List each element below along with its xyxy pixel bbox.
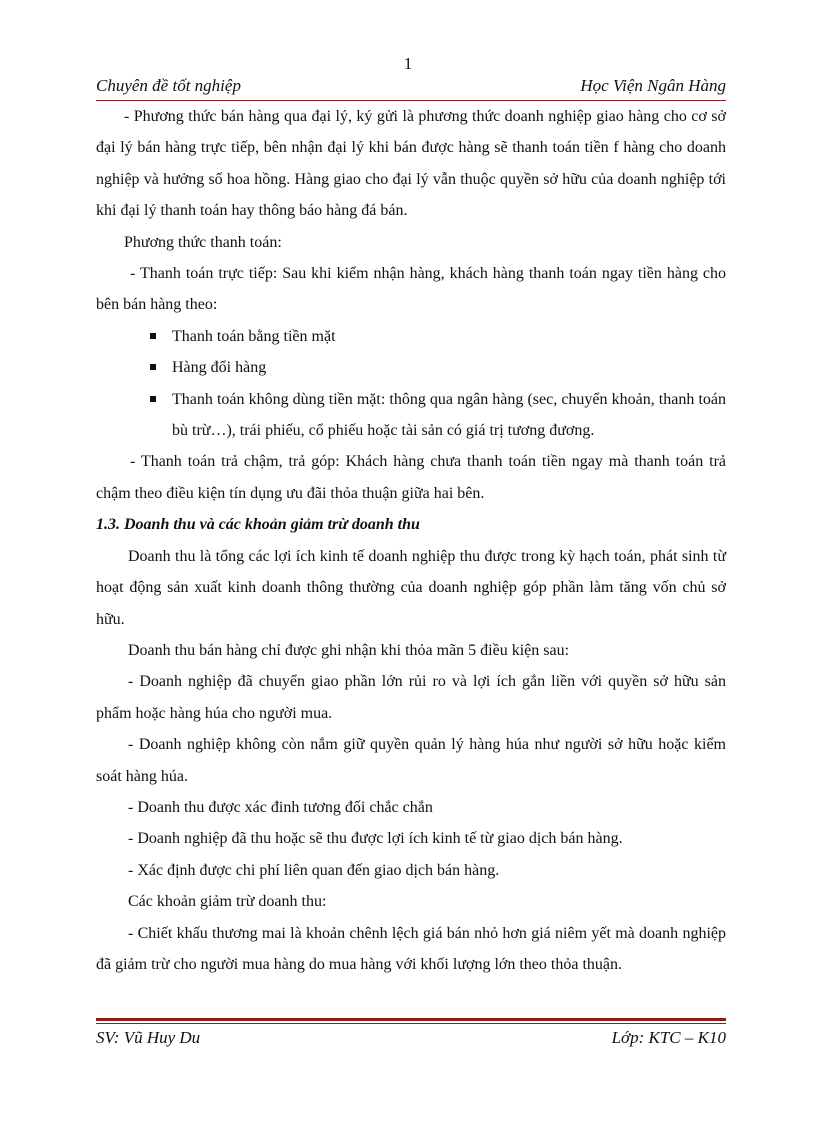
header-left-title: Chuyên đề tốt nghiệp: [96, 76, 241, 95]
paragraph-condition-3: - Doanh thu được xác đinh tương đối chắc chắn: [128, 798, 433, 816]
document-body: [96, 101, 726, 980]
paragraph-deferred-payment: - Thanh toán trả chậm, trả góp: Khách hàng chưa thanh toán tiền ngay mà thanh toán trả chậm theo điều kiện tín dụng ưu đãi thỏa thuận giữa hai bên.: [96, 453, 726, 502]
footer-rule-thin: [96, 1023, 726, 1024]
paragraph-condition-1: - Doanh nghiệp đã chuyển giao phần lớn rủi ro và lợi ích gắn liền với quyền sở hữu sản phẩm hoặc hàng húa cho người mua.: [96, 673, 726, 722]
page-header: [96, 76, 726, 100]
bullet-square-icon: [150, 396, 156, 402]
bullet-text: Hàng đổi hàng: [172, 359, 267, 377]
footer-class-name: Lớp: KTC – K10: [611, 1028, 726, 1047]
bullet-text: Thanh toán bằng tiền mặt: [172, 327, 336, 345]
footer-student-name: SV: Vũ Huy Du: [96, 1028, 201, 1047]
bullet-item: [96, 321, 726, 352]
paragraph-agency-sales: - Phương thức bán hàng qua đại lý, ký gửi là phương thức doanh nghiệp giao hàng cho cơ sở đại lý bán hàng trực tiếp, bên nhận đại lý khi bán được hàng sẽ thanh toán tiền f hàng cho doanh nghiệp và hưởng số hoa hồng. Hàng giao cho đại lý vẫn thuộc quyền sở hữu của doanh nghiệp tới khi đại lý thanh toán hay thông báo hàng đá bán.: [96, 108, 726, 220]
bullet-item: [96, 352, 726, 383]
paragraph-revenue-definition: Doanh thu là tổng các lợi ích kinh tế doanh nghiệp thu được trong kỳ hạch toán, phát sinh từ hoạt động sản xuất kinh doanh thông thường của doanh nghiệp góp phần làm tăng vốn chủ sở hữu.: [96, 547, 726, 628]
page-footer: [96, 1028, 726, 1052]
page-number: 1: [403, 54, 413, 73]
paragraph-condition-4: - Doanh nghiệp đã thu hoặc sẽ thu được lợi ích kinh tế từ giao dịch bán hàng.: [128, 830, 623, 848]
bullet-square-icon: [150, 364, 156, 370]
paragraph-condition-2: - Doanh nghiệp không còn nắm giữ quyền quản lý hàng húa như người sở hữu hoặc kiểm soát hàng húa.: [96, 736, 726, 785]
paragraph-direct-payment: - Thanh toán trực tiếp: Sau khi kiểm nhận hàng, khách hàng thanh toán ngay tiền hàng cho bên bán hàng theo:: [96, 265, 726, 314]
paragraph-condition-5: - Xác định được chi phí liên quan đến giao dịch bán hàng.: [128, 861, 500, 879]
section-heading: 1.3. Doanh thu và các khoản giảm trừ doanh thu: [96, 516, 420, 534]
bullet-item: [96, 384, 726, 447]
bullet-text: Thanh toán không dùng tiền mặt: thông qua ngân hàng (sec, chuyển khoản, thanh toán bù trừ…), trái phiếu, cổ phiếu hoặc tài sản có giá trị tương đương.: [172, 390, 726, 440]
paragraph-payment-methods: Phương thức thanh toán:: [124, 233, 282, 251]
bullet-square-icon: [150, 333, 156, 339]
header-right-title: Học Viện Ngân Hàng: [580, 76, 726, 95]
paragraph-revenue-conditions: Doanh thu bán hàng chỉ được ghi nhận khi thỏa mãn 5 điều kiện sau:: [128, 641, 570, 659]
footer-rule-thick: [96, 1018, 726, 1021]
paragraph-deductions: Các khoản giảm trừ doanh thu:: [128, 893, 327, 911]
paragraph-trade-discount: - Chiết khấu thương mai là khoản chênh lệch giá bán nhỏ hơn giá niêm yết mà doanh nghiệp đã giảm trừ cho người mua hàng do mua hàng với khối lượng lớn theo thỏa thuận.: [96, 924, 726, 973]
